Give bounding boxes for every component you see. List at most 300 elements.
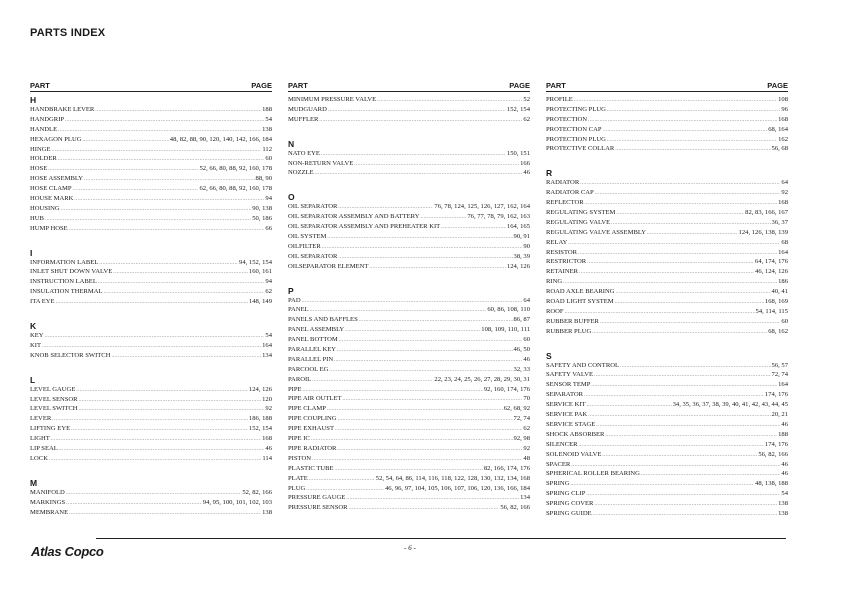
index-entry	[546, 248, 788, 258]
index-entry	[30, 434, 272, 444]
part-name: HANDBRAKE LEVER	[30, 106, 95, 113]
page-refs: 64	[523, 296, 530, 304]
page-refs: 186	[778, 278, 788, 286]
index-entry	[30, 351, 272, 361]
index-entry	[546, 440, 788, 450]
part-name: NATO EYE	[288, 149, 320, 157]
section-gap	[288, 125, 530, 136]
page-refs: 164, 165	[506, 223, 530, 231]
page-refs: 22, 23, 24, 25, 26, 27, 28, 29, 30, 31	[434, 375, 530, 383]
dot-leader	[337, 346, 512, 356]
dot-leader	[591, 381, 777, 391]
part-name: PIPE AIR OUTLET	[288, 395, 342, 403]
part-name: RUBBER PLUG	[546, 327, 592, 335]
dot-leader	[337, 445, 522, 455]
index-entry	[30, 115, 272, 125]
dot-leader	[607, 136, 777, 146]
page-refs: 56, 82, 166	[758, 450, 788, 458]
dot-leader	[74, 195, 264, 205]
index-entry	[30, 297, 272, 307]
page-refs: 46	[265, 445, 272, 453]
index-entry	[546, 489, 788, 499]
dot-leader	[616, 209, 744, 219]
index-section	[30, 361, 272, 464]
dot-leader	[45, 215, 251, 225]
part-name: SPRING GUIDE	[546, 509, 592, 517]
dot-leader	[334, 356, 522, 366]
dot-leader	[616, 288, 771, 298]
part-name: LIGHT	[30, 435, 50, 443]
page-refs: 50, 186	[252, 214, 272, 222]
page-refs: 62	[523, 425, 530, 433]
part-name: HINGE	[30, 145, 51, 153]
page-refs: 46	[781, 460, 788, 468]
section-gap	[30, 234, 272, 245]
part-name: HEXAGON PLUG	[30, 135, 82, 143]
page-refs: 32, 33	[513, 365, 530, 373]
column-body	[30, 95, 272, 518]
index-entry	[288, 212, 530, 222]
dot-leader	[76, 386, 248, 396]
dot-leader	[111, 352, 261, 362]
page-refs: 62	[523, 115, 530, 123]
part-name: ROAD AXLE BEARING	[546, 288, 615, 296]
page-refs: 166	[520, 159, 530, 167]
part-name: ROAD LIGHT SYSTEM	[546, 298, 614, 306]
page-refs: 92	[523, 444, 530, 452]
index-entry	[288, 222, 530, 232]
part-name: HOSE	[30, 165, 48, 173]
page-refs: 52	[523, 96, 530, 103]
index-entry	[546, 479, 788, 489]
part-name: OIL SEPARATOR	[288, 252, 338, 260]
page-refs: 112	[262, 145, 272, 153]
dot-leader	[615, 298, 764, 308]
index-entry	[546, 125, 788, 135]
index-section	[288, 92, 530, 125]
index-entry	[30, 258, 272, 268]
part-name: PROTECTION CAP	[546, 125, 602, 133]
page-refs: 152, 154	[248, 425, 272, 433]
index-section	[546, 154, 788, 336]
section-letter: L	[30, 374, 36, 385]
index-column-1	[30, 80, 272, 518]
page-number: - 6 -	[404, 544, 416, 552]
dot-leader	[315, 169, 523, 179]
part-name: PIPE CLAMP	[288, 405, 326, 413]
part-name: PROFILE	[546, 96, 573, 103]
index-entry	[288, 414, 530, 424]
index-section	[30, 464, 272, 518]
index-column-3	[546, 80, 788, 519]
index-entry	[30, 194, 272, 204]
part-name: SILENCER	[546, 440, 578, 448]
part-name: REGULATING VALVE ASSEMBLY	[546, 228, 646, 236]
part-name: PROTECTIVE COLLAR	[546, 145, 615, 153]
page-refs: 68, 164	[768, 125, 788, 133]
section-letter: K	[30, 321, 37, 332]
part-name: OIL SYSTEM	[288, 233, 327, 241]
index-entry	[288, 115, 530, 125]
dot-leader	[339, 336, 523, 346]
index-entry	[30, 184, 272, 194]
part-name: PANELS AND BAFFLES	[288, 316, 358, 324]
part-name: PAROIL	[288, 375, 312, 383]
page-refs: 168	[262, 435, 272, 443]
dot-leader	[338, 415, 513, 425]
dot-leader	[49, 455, 261, 465]
part-name: PIPE IC	[288, 435, 310, 443]
section-gap	[288, 178, 530, 189]
page-refs: 56, 82, 166	[500, 504, 530, 512]
index-entry	[288, 105, 530, 115]
index-entry	[288, 315, 530, 325]
column-header	[30, 80, 272, 92]
page-refs: 64, 174, 176	[755, 258, 788, 266]
dot-leader	[354, 160, 519, 170]
dot-leader	[79, 396, 262, 406]
dot-leader	[98, 278, 265, 288]
part-name: PIPE	[288, 385, 302, 393]
part-name: PLATE	[288, 474, 308, 482]
index-entry	[288, 454, 530, 464]
part-name: SERVICE PAK	[546, 411, 588, 419]
page-refs: 46, 96, 97, 104, 105, 106, 107, 106, 120, 136, 166, 184	[384, 484, 530, 492]
part-name: PIPE COUPLING	[288, 415, 337, 423]
dot-leader	[602, 451, 757, 461]
index-entry	[546, 297, 788, 307]
index-entry	[546, 450, 788, 460]
index-entry	[546, 257, 788, 267]
part-name: PRESSURE SENSOR	[288, 504, 348, 512]
part-name: PAD	[288, 296, 301, 304]
dot-leader	[66, 499, 202, 509]
dot-leader	[346, 494, 519, 504]
index-entry	[546, 317, 788, 327]
dot-leader	[328, 106, 506, 116]
index-entry	[288, 95, 530, 105]
page-refs: 62, 66, 80, 88, 92, 160, 178	[199, 185, 272, 193]
part-name: REFLECTOR	[546, 199, 584, 207]
dot-leader	[605, 431, 777, 441]
index-entry	[30, 164, 272, 174]
page-header: PAGE	[509, 81, 530, 90]
page-refs: 72, 74	[513, 415, 530, 423]
index-entry	[288, 434, 530, 444]
part-name: OIL SEPARATOR ASSEMBLY AND PREHEATER KIT	[288, 223, 441, 231]
page-refs: 52, 54, 64, 86, 114, 116, 118, 122, 128, 130, 132, 134, 168	[375, 474, 530, 482]
part-name: SENSOR TEMP	[546, 381, 591, 389]
part-name: MUFFLER	[288, 115, 319, 123]
page-refs: 92, 160, 174, 176	[483, 385, 530, 393]
part-name: PARALLEL PIN	[288, 355, 334, 363]
index-entry	[288, 493, 530, 503]
index-entry	[30, 105, 272, 115]
index-entry	[30, 454, 272, 464]
index-entry	[30, 204, 272, 214]
page-refs: 164	[262, 341, 272, 349]
part-name: RUBBER BUFFER	[546, 317, 599, 325]
index-column-2	[288, 80, 530, 513]
page-refs: 92, 98	[513, 435, 530, 443]
section-letter: O	[288, 192, 295, 203]
part-name: RELAY	[546, 238, 568, 246]
page-refs: 54	[265, 115, 272, 123]
dot-leader	[327, 405, 503, 415]
page-refs: 46	[523, 355, 530, 363]
part-name: SPRING CLIP	[546, 490, 586, 498]
index-entry	[288, 365, 530, 375]
page-refs: 62, 68, 92	[503, 405, 530, 413]
page-refs: 46, 50	[513, 346, 530, 354]
index-section	[288, 125, 530, 179]
part-name: PIPE EXHAUST	[288, 425, 334, 433]
index-entry	[288, 444, 530, 454]
dot-leader	[349, 504, 500, 514]
part-name: MINIMUM PRESSURE VALVE	[288, 96, 377, 103]
part-name: OILFILTER	[288, 242, 321, 250]
dot-leader	[586, 490, 780, 500]
section-letter: I	[30, 247, 33, 258]
page-refs: 76, 77, 78, 79, 162, 163	[467, 213, 530, 221]
section-letter: P	[288, 285, 294, 296]
page-refs: 60, 86, 108, 110	[487, 306, 530, 314]
section-letter: N	[288, 138, 295, 149]
index-entry	[30, 224, 272, 234]
part-name: HOUSING	[30, 204, 60, 212]
dot-leader	[607, 106, 781, 116]
index-entry	[546, 430, 788, 440]
page-refs: 62	[265, 288, 272, 296]
dot-leader	[51, 435, 261, 445]
part-name: LIP SEAL	[30, 445, 58, 453]
page-refs: 46	[781, 470, 788, 478]
page-refs: 88, 90	[255, 175, 272, 183]
dot-leader	[441, 223, 506, 233]
index-entry	[546, 361, 788, 371]
index-entry	[546, 370, 788, 380]
index-entry	[546, 95, 788, 105]
index-entry	[288, 296, 530, 306]
part-name: REGULATING SYSTEM	[546, 209, 616, 217]
index-entry	[546, 410, 788, 420]
section-letter: S	[546, 350, 552, 361]
index-section	[288, 272, 530, 514]
part-name: PARCOOL EG	[288, 365, 329, 373]
part-name: KIT	[30, 341, 41, 349]
dot-leader	[322, 243, 523, 253]
page-refs: 124, 126	[506, 262, 530, 270]
index-entry	[30, 154, 272, 164]
index-section	[546, 92, 788, 154]
dot-leader	[647, 229, 738, 239]
dot-leader	[587, 401, 672, 411]
dot-leader	[603, 126, 768, 136]
page-refs: 90	[523, 242, 530, 250]
dot-leader	[592, 328, 767, 338]
index-section	[30, 234, 272, 307]
index-entry	[30, 385, 272, 395]
part-name: HANDGRIP	[30, 115, 65, 123]
index-entry	[30, 125, 272, 135]
section-letter: M	[30, 477, 38, 488]
page-refs: 134	[262, 351, 272, 359]
part-name: PANEL BOTTOM	[288, 336, 338, 344]
page-refs: 82, 83, 166, 167	[745, 209, 788, 217]
dot-leader	[319, 116, 522, 126]
page-refs: 174, 176	[764, 440, 788, 448]
part-name: RESTRICTOR	[546, 258, 587, 266]
dot-leader	[59, 445, 265, 455]
dot-leader	[45, 332, 265, 342]
index-entry	[546, 188, 788, 198]
index-entry	[30, 135, 272, 145]
part-name: HUB	[30, 214, 44, 222]
index-entry	[30, 404, 272, 414]
index-entry	[546, 178, 788, 188]
part-name: RADIATOR	[546, 179, 580, 187]
index-entry	[546, 238, 788, 248]
dot-leader	[620, 362, 770, 372]
dot-leader	[71, 425, 248, 435]
dot-leader	[309, 475, 375, 485]
page-refs: 168	[778, 115, 788, 123]
part-name: NON-RETURN VALVE	[288, 159, 354, 167]
index-entry	[546, 390, 788, 400]
dot-leader	[56, 298, 248, 308]
page-refs: 60	[781, 317, 788, 325]
footer-divider	[96, 538, 786, 539]
index-entry	[30, 287, 272, 297]
page-refs: 64	[781, 179, 788, 187]
section-gap	[546, 337, 788, 348]
page-refs: 56, 57	[771, 361, 788, 369]
index-entry	[546, 144, 788, 154]
page-refs: 68, 162	[768, 327, 788, 335]
part-header: PART	[546, 81, 566, 90]
page-refs: 46	[781, 420, 788, 428]
index-entry	[546, 327, 788, 337]
index-entry	[30, 145, 272, 155]
index-entry	[546, 499, 788, 509]
column-header	[546, 80, 788, 92]
part-name: SERVICE KIT	[546, 401, 586, 409]
dot-leader	[65, 116, 264, 126]
index-entry	[288, 159, 530, 169]
section-gap	[30, 464, 272, 475]
page-refs: 152, 154	[506, 105, 530, 113]
dot-leader	[79, 405, 265, 415]
index-entry	[288, 474, 530, 484]
page-refs: 92	[781, 189, 788, 197]
index-entry	[288, 404, 530, 414]
part-name: OIL SEPARATOR	[288, 203, 338, 211]
page-refs: 82, 166, 174, 176	[483, 464, 530, 472]
page-refs: 54, 114, 115	[755, 307, 788, 315]
index-entry	[288, 424, 530, 434]
part-name: PLUG	[288, 484, 306, 492]
part-name: HOLDER	[30, 155, 57, 163]
index-entry	[288, 168, 530, 178]
index-entry	[30, 331, 272, 341]
dot-leader	[595, 189, 781, 199]
page-title: PARTS INDEX	[30, 27, 106, 39]
page-refs: 138	[262, 508, 272, 516]
part-name: HUMP HOSE	[30, 224, 68, 232]
index-entry	[288, 345, 530, 355]
part-name: HOSE ASSEMBLY	[30, 175, 84, 183]
page-refs: 168, 169	[764, 298, 788, 306]
dot-leader	[335, 425, 522, 435]
part-name: PANEL	[288, 306, 309, 314]
page-refs: 34, 35, 36, 37, 38, 39, 40, 41, 42, 43, 44, 45	[672, 401, 788, 409]
section-letter: R	[546, 168, 553, 179]
part-name: SERVICE STAGE	[546, 420, 596, 428]
index-entry	[546, 287, 788, 297]
index-entry	[546, 400, 788, 410]
page-refs: 68	[781, 238, 788, 246]
page-refs: 162	[778, 135, 788, 143]
part-name: LEVEL SWITCH	[30, 405, 78, 413]
part-name: MARKINGS	[30, 498, 66, 506]
index-entry	[288, 385, 530, 395]
dot-leader	[600, 318, 780, 328]
index-entry	[288, 355, 530, 365]
page-refs: 186, 188	[248, 415, 272, 423]
dot-leader	[579, 441, 764, 451]
index-entry	[288, 252, 530, 262]
part-name: PARALLEL KEY	[288, 346, 337, 354]
index-section	[30, 95, 272, 234]
part-name: LEVEL SENSOR	[30, 395, 78, 403]
part-name: SPACER	[546, 460, 571, 468]
index-entry	[546, 105, 788, 115]
section-gap	[30, 361, 272, 372]
dot-leader	[593, 510, 778, 520]
part-name: PROTECTION PLUG	[546, 135, 606, 143]
part-name: PANEL ASSEMBLY	[288, 326, 345, 334]
dot-leader	[342, 395, 522, 405]
page-refs: 86, 87	[513, 316, 530, 324]
index-entry	[30, 508, 272, 518]
page-refs: 40, 41	[771, 288, 788, 296]
index-section	[288, 178, 530, 271]
dot-leader	[52, 415, 248, 425]
page-refs: 138	[262, 125, 272, 133]
index-section	[30, 307, 272, 361]
part-name: LOCK	[30, 454, 48, 462]
part-name: PIPE RADIATOR	[288, 444, 337, 452]
dot-leader	[594, 500, 777, 510]
section-letter: H	[30, 95, 37, 105]
part-name: INFORMATION LABEL	[30, 258, 99, 266]
page-refs: 60	[523, 336, 530, 344]
index-entry	[288, 503, 530, 513]
index-entry	[546, 228, 788, 238]
index-entry	[546, 380, 788, 390]
part-name: PROTECTING PLUG	[546, 105, 606, 113]
section-gap	[288, 272, 530, 283]
part-name: KNOB SELECTOR SWITCH	[30, 351, 111, 359]
index-entry	[546, 420, 788, 430]
part-name: INSULATION THERMAL	[30, 288, 103, 296]
page-refs: 150, 151	[506, 149, 530, 157]
page-refs: 148, 149	[248, 298, 272, 306]
dot-leader	[82, 136, 168, 146]
dot-leader	[52, 146, 262, 156]
index-entry	[30, 395, 272, 405]
part-name: LIFTING EYE	[30, 425, 71, 433]
